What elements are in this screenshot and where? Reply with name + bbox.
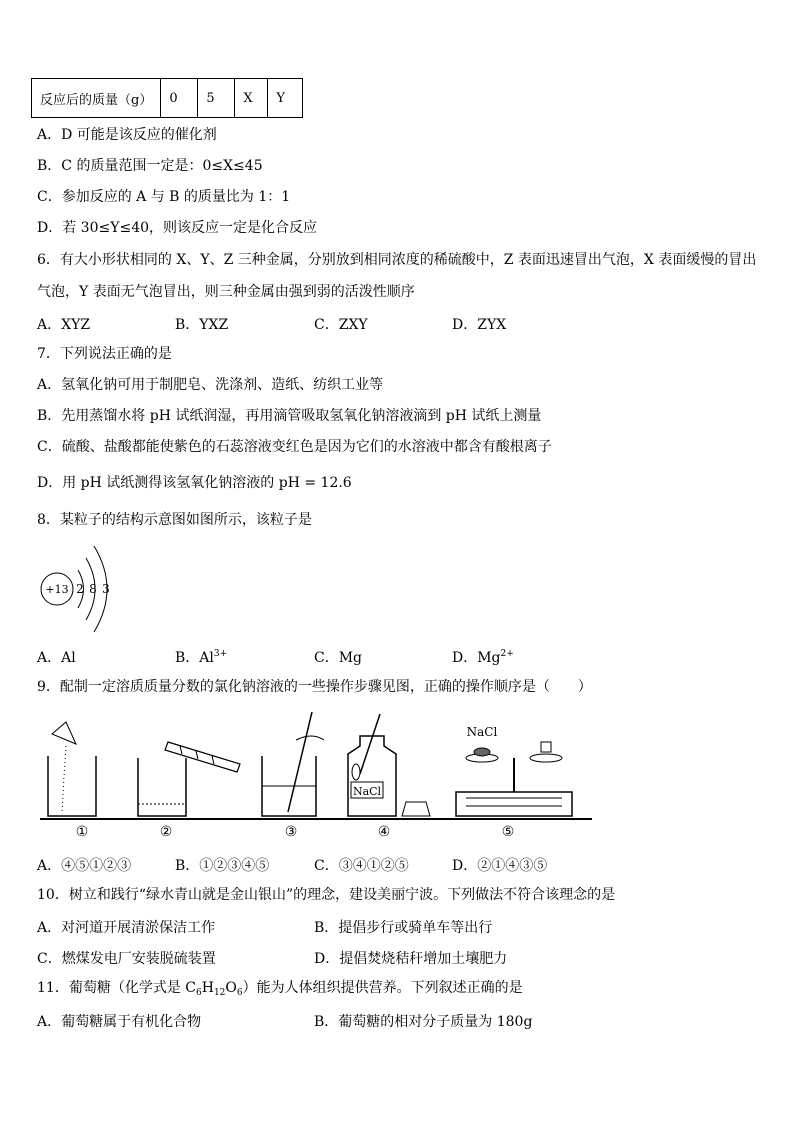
procedure-figure xyxy=(36,706,596,846)
atom-structure-diagram xyxy=(36,540,126,635)
q10-option-d: D．提倡焚烧秸秆增加土壤肥力 xyxy=(314,951,508,967)
q9-option-d: D．②①④③⑤ xyxy=(452,858,548,874)
beaker-2 xyxy=(138,758,186,816)
q9-option-a: A．④⑤①②③ xyxy=(37,858,132,874)
table-cell: 5 xyxy=(198,79,235,118)
reagent-bottle xyxy=(348,736,396,816)
paper-funnel xyxy=(52,722,76,744)
salt-pile xyxy=(474,748,490,756)
stopper xyxy=(402,802,430,816)
q11-stem-end: ）能为人体组织提供营养。下列叙述正确的是 xyxy=(242,980,523,996)
q8-option-a: A．Al xyxy=(37,650,76,666)
formula-subscript: 6 xyxy=(236,988,243,998)
bottle-label: NaCl xyxy=(352,785,382,798)
q6-stem-line2: 气泡，Y 表面无气泡冒出，则三种金属由强到弱的活泼性顺序 xyxy=(37,284,415,300)
stir-arrow xyxy=(296,736,324,740)
balance-base xyxy=(456,792,572,816)
q6-stem-line1: 6．有大小形状相同的 X、Y、Z 三种金属，分别放到相同浓度的稀硫酸中，Z 表面迅速冒出气泡，X 表面缓慢的冒出 xyxy=(37,252,757,268)
step-label-3: ③ xyxy=(284,824,298,840)
q5-option-c: C．参加反应的 A 与 B 的质量比为 1：1 xyxy=(37,189,291,205)
mass-table xyxy=(31,78,303,118)
shell-electrons-1: 2 xyxy=(76,582,84,596)
shell-electrons-2: 8 xyxy=(89,582,97,596)
q7-option-b: B．先用蒸馏水将 pH 试纸润湿，再用滴管吸取氢氧化钠溶液滴到 pH 试纸上测量 xyxy=(37,408,542,424)
step-label-2: ② xyxy=(159,824,173,840)
shell-electrons-3: 3 xyxy=(102,582,110,596)
q7-option-a: A．氢氧化钠可用于制肥皂、洗涤剂、造纸、纺织工业等 xyxy=(37,377,384,393)
q6-option-d: D．ZYX xyxy=(452,317,507,333)
q8-option-d xyxy=(452,647,514,667)
q7-option-c: C．硫酸、盐酸都能使紫色的石蕊溶液变红色是因为它们的水溶液中都含有酸根离子 xyxy=(37,439,552,455)
formula-subscript: 12 xyxy=(213,988,226,998)
step-label-1: ① xyxy=(75,824,89,840)
q8-option-b xyxy=(175,647,227,667)
nucleus-charge: +13 xyxy=(45,583,69,596)
q11-option-b: B．葡萄糖的相对分子质量为 180g xyxy=(314,1014,533,1030)
q9-stem: 9．配制一定溶质质量分数的氯化钠溶液的一些操作步骤见图，正确的操作顺序是（ ） xyxy=(37,679,592,695)
balance-label: NaCl xyxy=(466,725,498,739)
q11-stem-start: 11．葡萄糖（化学式是 C xyxy=(37,980,196,996)
q9-option-b: B．①②③④⑤ xyxy=(175,858,270,874)
graduated-cylinder xyxy=(165,742,240,772)
q6-option-c: C．ZXY xyxy=(314,317,368,333)
q10-option-a: A．对河道开展清淤保洁工作 xyxy=(37,920,216,936)
formula-subscript: 6 xyxy=(195,988,202,998)
q8-option-d-charge: 2+ xyxy=(500,649,514,659)
table-row-label: 反应后的质量（g） xyxy=(32,79,161,118)
q9-option-c: C．③④①②⑤ xyxy=(314,858,409,874)
q8-stem: 8．某粒子的结构示意图如图所示，该粒子是 xyxy=(37,512,312,528)
step-label-5: ⑤ xyxy=(501,824,515,840)
formula-element: H xyxy=(201,980,214,996)
q8-option-b-charge: 3+ xyxy=(213,649,228,659)
table-cell: Y xyxy=(268,79,303,118)
beaker-1 xyxy=(48,756,96,816)
table-cell: 0 xyxy=(161,79,198,118)
q11-option-a: A．葡萄糖属于有机化合物 xyxy=(37,1014,202,1030)
falling-solid xyxy=(62,746,66,814)
q7-option-d: D．用 pH 试纸测得该氢氧化钠溶液的 pH = 12.6 xyxy=(37,475,352,491)
q6-option-a: A．XYZ xyxy=(37,317,91,333)
q8-option-c: C．Mg xyxy=(314,650,363,666)
q11-stem xyxy=(37,979,523,1002)
table-cell: X xyxy=(235,79,268,118)
q5-option-b: B．C 的质量范围一定是：0≤X≤45 xyxy=(37,158,263,174)
q10-option-b: B．提倡步行或骑单车等出行 xyxy=(314,920,493,936)
q6-option-b: B．YXZ xyxy=(175,317,229,333)
q5-option-a: A．D 可能是该反应的催化剂 xyxy=(37,127,217,143)
step-label-4: ④ xyxy=(377,824,391,840)
q8-option-b-base: B．Al xyxy=(175,650,214,666)
glass-rod xyxy=(288,712,312,812)
q10-stem: 10．树立和践行“绿水青山就是金山银山”的理念，建设美丽宁波。下列做法不符合该理念的是 xyxy=(37,887,616,903)
weight xyxy=(541,742,551,752)
q5-option-d: D．若 30≤Y≤40，则该反应一定是化合反应 xyxy=(37,220,318,236)
right-pan xyxy=(530,754,562,762)
formula-element: O xyxy=(225,980,237,996)
q10-option-c: C．燃煤发电厂安装脱硫装置 xyxy=(37,951,216,967)
q7-stem: 7．下列说法正确的是 xyxy=(37,346,172,362)
q8-option-d-base: D．Mg xyxy=(452,650,501,666)
